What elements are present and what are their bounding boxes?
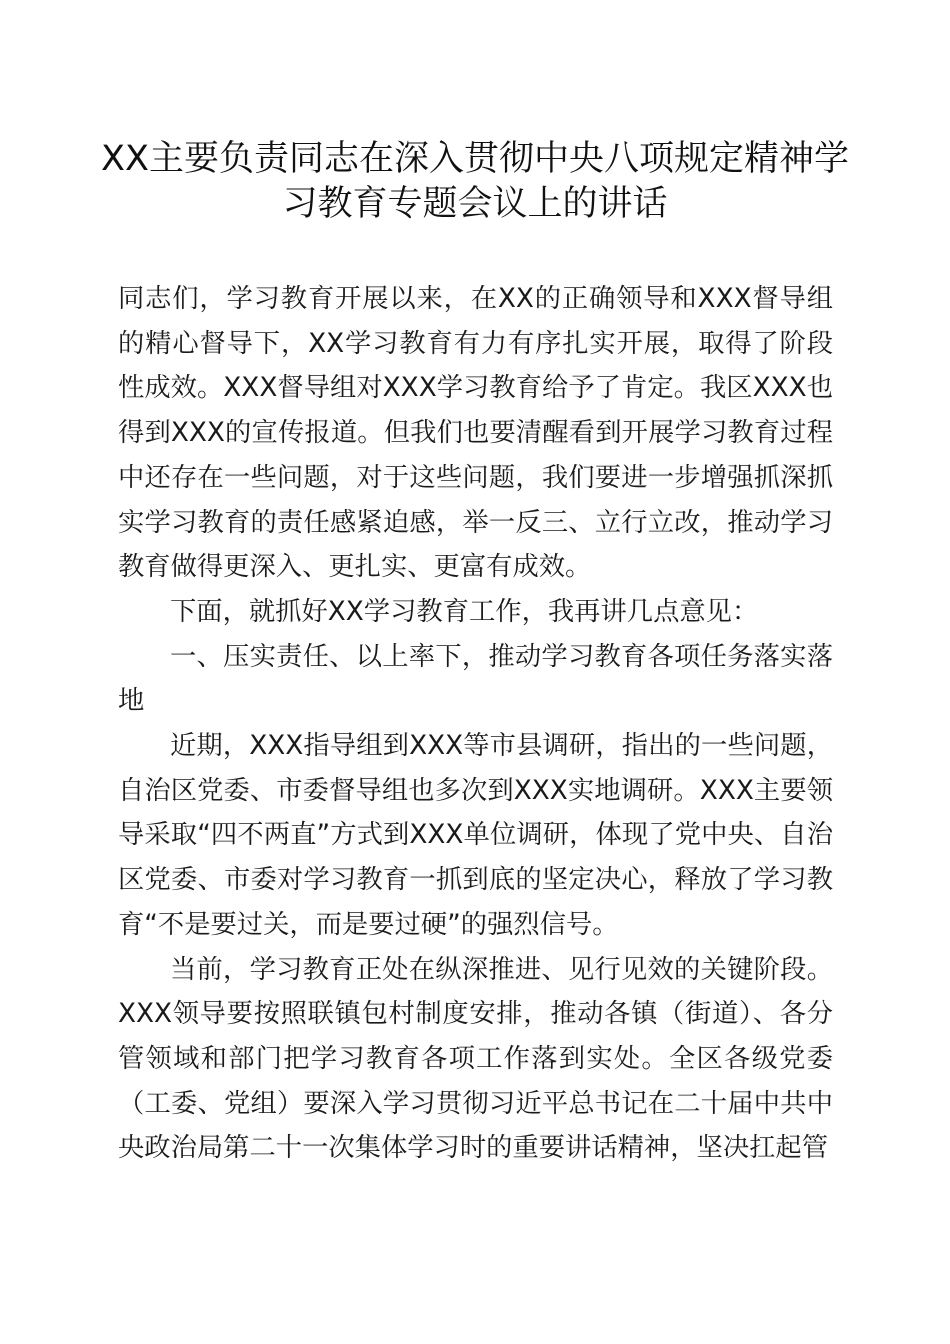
paragraph-current: 当前，学习教育正处在纵深推进、见行见效的关键阶段。XXX领导要按照联镇包村制度安排，推动各镇（街道）、各分管领域和部门把学习教育各项工作落到实处。全区各级党委（工委、党组）要深入学习贯彻习近平总书记在二十届中共中央政治局第二十一次集体学习时的重要讲话精神，坚决扛起管 [118,954,833,1164]
document-body [118,277,833,1171]
paragraph-transition: 下面，就抓好XX学习教育工作，我再讲几点意见： [170,596,759,627]
paragraph-recent: 近期，XXX指导组到XXX等市县调研，指出的一些问题，自治区党委、市委督导组也多次到XXX实地调研。XXX主要领导采取“四不两直”方式到XXX单位调研，体现了党中央、自治区党委、市委对学习教育一抓到底的坚定决心，释放了学习教育“不是要过关，而是要过硬”的强烈信号。 [118,731,833,940]
section-heading-1: 一、压实责任、以上率下，推动学习教育各项任务落实落地 [118,641,833,717]
paragraph-intro: 同志们，学习教育开展以来，在XX的正确领导和XXX督导组的精心督导下，XX学习教育有力有序扎实开展，取得了阶段性成效。XXX督导组对XXX学习教育给予了肯定。我区XXX也得到XXX的宣传报道。但我们也要清醒看到开展学习教育过程中还存在一些问题，对于这些问题，我们要进一步增强抓深抓实学习教育的责任感紧迫感，举一反三、立行立改，推动学习教育做得更深入、更扎实、更富有成效。 [118,284,833,583]
document-title: XX主要负责同志在深入贯彻中央八项规定精神学习教育专题会议上的讲话 [101,139,849,224]
